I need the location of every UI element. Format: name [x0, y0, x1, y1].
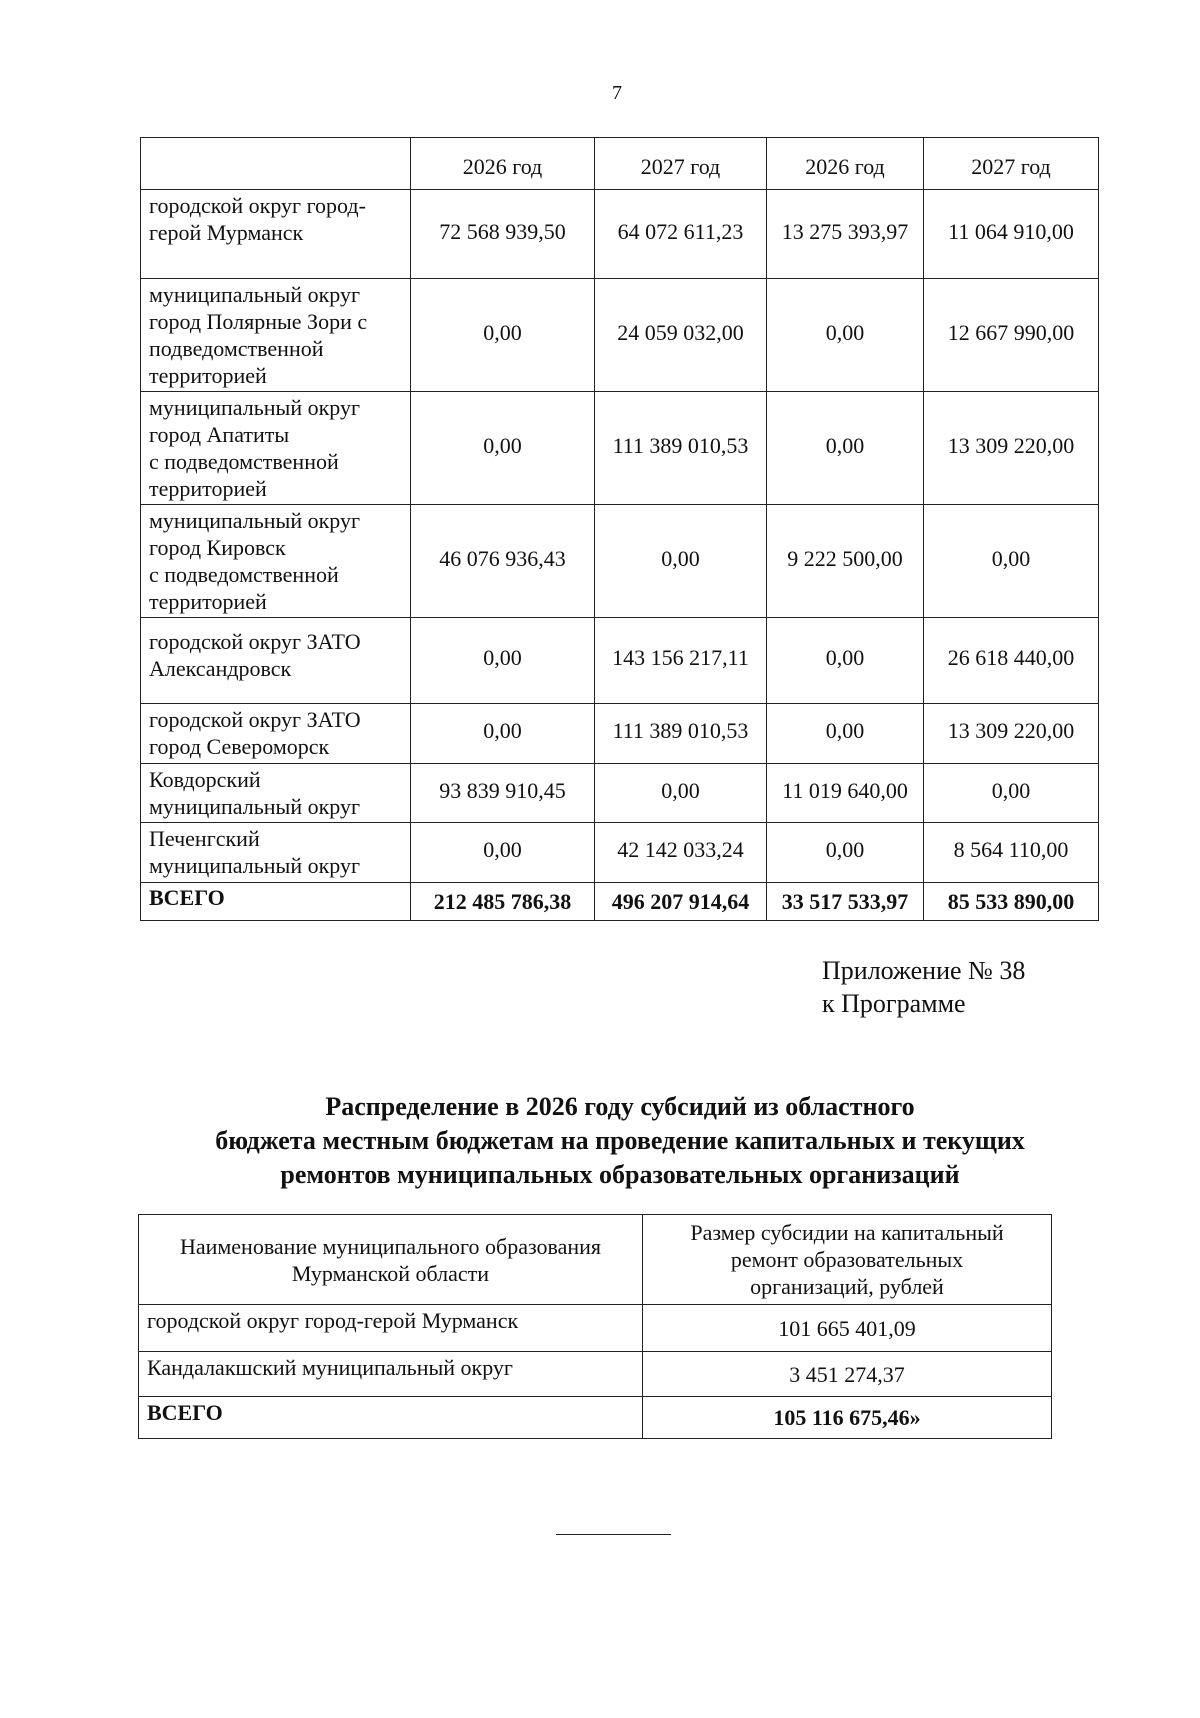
municipality-name-line: муниципальный округ	[149, 853, 361, 878]
municipality-name-cell	[141, 704, 411, 764]
municipality-name-line: Печенгский	[149, 826, 260, 851]
total-label: ВСЕГО	[139, 1397, 643, 1439]
total-value-cell: 105 116 675,46»	[643, 1397, 1052, 1439]
appendix-label	[822, 954, 1025, 1020]
value-cell: 0,00	[767, 704, 924, 764]
value-cell: 0,00	[767, 279, 924, 392]
header-cell-subsidy	[643, 1215, 1052, 1305]
total-value-cell: 496 207 914,64	[595, 883, 767, 921]
section-title-line: бюджета местным бюджетам на проведение капитальных и текущих	[215, 1126, 1025, 1155]
total-value-cell: 33 517 533,97	[767, 883, 924, 921]
value-cell: 93 839 910,45	[411, 764, 595, 823]
municipality-name-line: территорией	[149, 476, 267, 501]
municipality-name-cell: Кандалакшский муниципальный округ	[139, 1352, 643, 1397]
appendix-number: Приложение № 38	[822, 956, 1026, 985]
value-cell: 11 019 640,00	[767, 764, 924, 823]
municipality-name-cell	[141, 618, 411, 704]
header-cell-empty	[141, 138, 411, 190]
municipality-name-line: с подведомственной	[149, 562, 339, 587]
table-row	[141, 704, 1099, 764]
value-cell: 0,00	[924, 505, 1099, 618]
value-cell: 111 389 010,53	[595, 704, 767, 764]
table-row	[139, 1305, 1052, 1352]
municipality-name-line: с подведомственной	[149, 449, 339, 474]
value-cell: 0,00	[595, 505, 767, 618]
table-row	[141, 190, 1099, 279]
value-cell: 9 222 500,00	[767, 505, 924, 618]
section-title	[140, 1090, 1100, 1192]
municipality-name-line: муниципальный округ	[149, 282, 361, 307]
municipality-name-line: территорией	[149, 589, 267, 614]
table-row	[139, 1352, 1052, 1397]
table-row	[141, 823, 1099, 883]
municipality-name-cell: городской округ город-герой Мурманск	[139, 1305, 643, 1352]
header-cell-municipality	[139, 1215, 643, 1305]
value-cell: 0,00	[595, 764, 767, 823]
municipality-name-line: городской округ ЗАТО	[149, 707, 361, 732]
value-cell: 12 667 990,00	[924, 279, 1099, 392]
municipality-name-line: муниципальный округ	[149, 794, 361, 819]
municipality-name-line: город Кировск	[149, 535, 286, 560]
value-cell: 26 618 440,00	[924, 618, 1099, 704]
total-row	[141, 883, 1099, 921]
closing-divider	[556, 1534, 671, 1535]
total-row	[139, 1397, 1052, 1439]
value-cell: 0,00	[411, 392, 595, 505]
header-cell-year: 2026 год	[411, 138, 595, 190]
table-row	[141, 505, 1099, 618]
table-header-row	[141, 138, 1099, 190]
municipality-name-cell	[141, 279, 411, 392]
header-line: организаций, рублей	[750, 1274, 944, 1299]
value-cell: 0,00	[411, 704, 595, 764]
value-cell: 0,00	[411, 823, 595, 883]
header-cell-year: 2027 год	[924, 138, 1099, 190]
municipality-name-line: муниципальный округ	[149, 395, 361, 420]
page-number: 7	[612, 82, 622, 104]
capital-repair-subsidy-table	[138, 1214, 1052, 1439]
header-line: Размер субсидии на капитальный	[690, 1220, 1004, 1245]
table-row	[141, 279, 1099, 392]
value-cell: 13 275 393,97	[767, 190, 924, 279]
municipality-name-cell	[141, 764, 411, 823]
value-cell: 0,00	[767, 823, 924, 883]
municipality-name-line: городской округ город-	[149, 193, 366, 218]
municipality-name-cell	[141, 505, 411, 618]
header-line: ремонт образовательных	[730, 1247, 964, 1272]
value-cell: 11 064 910,00	[924, 190, 1099, 279]
value-cell: 143 156 217,11	[595, 618, 767, 704]
value-cell: 3 451 274,37	[643, 1352, 1052, 1397]
value-cell: 0,00	[767, 618, 924, 704]
header-line: Наименование муниципального образования	[179, 1233, 602, 1259]
table-header-row	[139, 1215, 1052, 1305]
municipality-name-cell	[141, 392, 411, 505]
section-title-line: ремонтов муниципальных образовательных организаций	[280, 1160, 960, 1189]
value-cell: 13 309 220,00	[924, 392, 1099, 505]
value-cell: 13 309 220,00	[924, 704, 1099, 764]
section-title-line: Распределение в 2026 году субсидий из областного	[325, 1092, 915, 1121]
total-value-cell: 85 533 890,00	[924, 883, 1099, 921]
municipality-name-line: герой Мурманск	[149, 220, 304, 245]
value-cell: 0,00	[767, 392, 924, 505]
header-cell-year: 2026 год	[767, 138, 924, 190]
value-cell: 72 568 939,50	[411, 190, 595, 279]
appendix-program: к Программе	[822, 989, 966, 1018]
municipality-name-line: муниципальный округ	[149, 508, 361, 533]
municipality-name-cell	[141, 190, 411, 279]
header-line: Мурманской области	[291, 1260, 490, 1286]
municipality-name-line: городской округ ЗАТО	[149, 629, 361, 654]
municipality-name-line: подведомственной	[149, 336, 324, 361]
municipality-name-line: территорией	[149, 363, 267, 388]
value-cell: 0,00	[411, 279, 595, 392]
table-row	[141, 618, 1099, 704]
value-cell: 0,00	[411, 618, 595, 704]
table-row	[141, 764, 1099, 823]
municipality-name-line: Александровск	[149, 656, 292, 681]
header-cell-year: 2027 год	[595, 138, 767, 190]
total-label: ВСЕГО	[141, 883, 411, 921]
value-cell: 24 059 032,00	[595, 279, 767, 392]
municipality-name-cell	[141, 823, 411, 883]
value-cell: 8 564 110,00	[924, 823, 1099, 883]
value-cell: 42 142 033,24	[595, 823, 767, 883]
municipality-name-line: город Североморск	[149, 734, 330, 759]
value-cell: 64 072 611,23	[595, 190, 767, 279]
municipality-name-line: город Апатиты	[149, 422, 290, 447]
table-row	[141, 392, 1099, 505]
municipality-name-line: Ковдорский	[149, 767, 261, 792]
value-cell: 101 665 401,09	[643, 1305, 1052, 1352]
value-cell: 46 076 936,43	[411, 505, 595, 618]
subsidy-table-continued	[140, 137, 1099, 921]
municipality-name-line: город Полярные Зори с	[149, 309, 368, 334]
value-cell: 0,00	[924, 764, 1099, 823]
value-cell: 111 389 010,53	[595, 392, 767, 505]
total-value-cell: 212 485 786,38	[411, 883, 595, 921]
